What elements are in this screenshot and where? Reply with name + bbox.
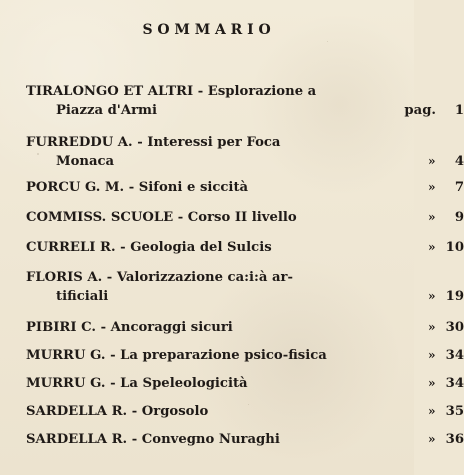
toc-entry: [26, 133, 464, 171]
page-number: 19: [445, 289, 464, 304]
toc-entry: [26, 238, 464, 257]
page-number: 9: [454, 210, 464, 225]
toc-entry: [26, 430, 464, 449]
ditto-mark: »: [428, 376, 435, 390]
ditto-mark: »: [428, 432, 435, 446]
toc-entry-line2: Monaca: [56, 154, 115, 169]
toc-entry-line1: COMMISS. SCUOLE - Corso II livello: [26, 210, 297, 225]
toc-entry: [26, 318, 464, 337]
toc-entry: [26, 346, 464, 365]
page-number: 34: [445, 348, 464, 363]
page-number: 34: [445, 376, 464, 391]
toc-entry: [26, 82, 464, 120]
toc-entry-line1: PORCU G. M. - Sifoni e siccità: [26, 180, 249, 195]
ditto-mark: »: [428, 180, 435, 194]
ditto-mark: »: [428, 348, 435, 362]
toc-entry: [26, 268, 464, 306]
ditto-mark: »: [428, 404, 435, 418]
toc-entry: [26, 402, 464, 421]
toc-entry-line1: MURRU G. - La preparazione psico-fisica: [26, 348, 327, 363]
toc-entry-line1: SARDELLA R. - Convegno Nuraghi: [26, 432, 280, 447]
ditto-mark: »: [428, 210, 435, 224]
page-number: 35: [445, 404, 464, 419]
page-number: 10: [445, 240, 464, 255]
ditto-mark: »: [428, 154, 435, 168]
page-number: 36: [445, 432, 464, 447]
toc-entry-line1: MURRU G. - La Speleologicità: [26, 376, 248, 391]
page-title: SOMMARIO: [142, 22, 276, 38]
toc-entry-line2: tificiali: [56, 289, 109, 304]
toc-entry-line1: FURREDDU A. - Interessi per Foca: [26, 135, 281, 150]
ditto-mark: »: [428, 320, 435, 334]
paper-speck: [37, 153, 39, 155]
toc-entry-line1: CURRELI R. - Geologia del Sulcis: [26, 240, 272, 255]
toc-entry: [26, 374, 464, 393]
toc-entry-line2: Piazza d'Armi: [56, 103, 157, 118]
ditto-mark: »: [428, 289, 435, 303]
paper-speck: [248, 404, 249, 405]
toc-entry: [26, 208, 464, 227]
toc-entry-line1: PIBIRI C. - Ancoraggi sicuri: [26, 320, 233, 335]
toc-entry-line1: TIRALONGO ET ALTRI - Esplorazione a: [26, 84, 317, 99]
paper-speck: [327, 41, 328, 42]
ditto-mark: »: [428, 240, 435, 254]
page-number: 30: [445, 320, 464, 335]
page-number: 4: [454, 154, 464, 169]
toc-entry: [26, 178, 464, 197]
toc-entry-line1: SARDELLA R. - Orgosolo: [26, 404, 209, 419]
page-number: 7: [454, 180, 464, 195]
page-number: 1: [454, 103, 464, 118]
toc-entry-line1: FLORIS A. - Valorizzazione ca:i:à ar-: [26, 270, 293, 285]
page-prefix: pag.: [404, 103, 436, 118]
